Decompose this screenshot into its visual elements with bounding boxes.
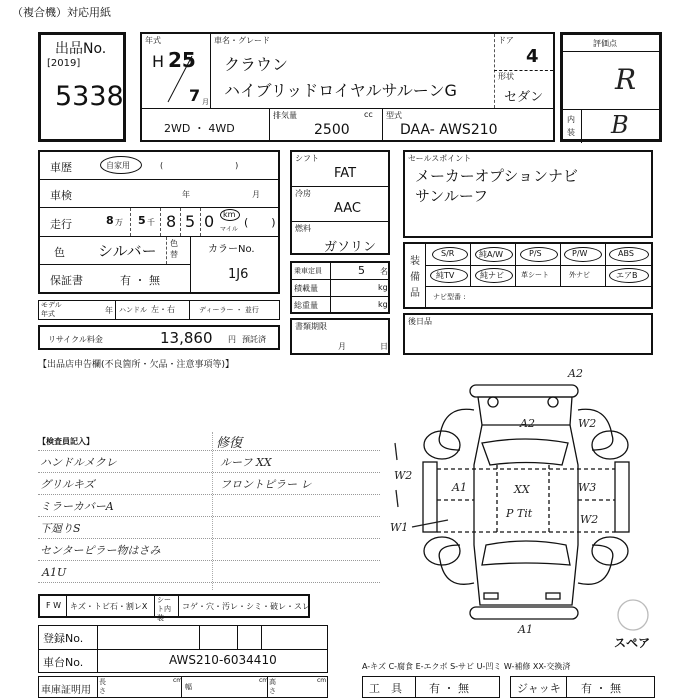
door-label: ドア (498, 36, 514, 45)
overall-grade: R (615, 63, 637, 96)
tools-label: 工 具 (369, 682, 402, 695)
door-count: 4 (526, 46, 539, 67)
handle-value: 左・右 (151, 305, 175, 314)
chassis-number: AWS210-6034410 (169, 653, 277, 667)
cc-unit: cc (364, 110, 373, 119)
lot-box (38, 32, 126, 142)
model-year-label: モデル年式 (41, 301, 62, 318)
shift-value: FAT (334, 166, 357, 181)
inspector-repair-note: ルーフ XX (220, 456, 272, 469)
docs-deadline-box (290, 318, 390, 355)
damage-mark: A2 (568, 367, 583, 380)
damage-legend: A-キズ C-腐食 E-エクボ S-サビ U-凹ミ W-補修 XX-交換済 (362, 662, 571, 671)
weight-label: 総重量 (294, 301, 318, 310)
weight-unit: kg (378, 300, 388, 309)
vehicle-box (140, 32, 555, 142)
recycle-row (38, 325, 280, 350)
equipment-item-power-windows: P/W (572, 249, 588, 258)
capacity-value: 5 (358, 264, 365, 277)
color-no-value: 1J6 (228, 267, 249, 282)
model-row (38, 300, 280, 320)
docs-day: 日 (380, 342, 388, 351)
chassis-label: 車台No. (43, 656, 84, 669)
interior-grade: B (611, 111, 629, 139)
mileage-digit-ones: 0 (204, 212, 215, 231)
sales-point-box (403, 150, 653, 238)
equipment-item-tv: 純TV (436, 271, 455, 280)
equipment-item-power-steering: P/S (529, 249, 542, 258)
fw-items: キズ・トビ石・割レX (70, 602, 148, 611)
inspector-repair-title: 修復 (216, 436, 243, 451)
inspector-note: A1U (42, 566, 67, 579)
equipment-item-airbag: エアB (616, 271, 638, 280)
length-unit: cm (173, 677, 183, 684)
equipment-item-abs: ABS (618, 249, 634, 258)
damage-mark: W2 (578, 417, 597, 430)
recycle-amount: 13,860 (160, 329, 213, 347)
mileage-label: 走行 (50, 218, 72, 231)
year-value: 25 (168, 48, 196, 72)
load-unit: kg (378, 283, 388, 292)
lot-label: 出品No. (55, 41, 107, 57)
model-year-unit: 年 (105, 306, 113, 315)
registration-label: 登録No. (43, 632, 84, 645)
damage-mark: A2 (520, 417, 535, 430)
grade-box (560, 32, 662, 142)
inspector-repair-note: フロントピラー レ (220, 478, 312, 491)
navi-model-label: ナビ型番 : (433, 293, 466, 301)
mileage-sen-unit: 千 (147, 218, 155, 227)
damage-mark: A1 (452, 481, 467, 494)
shift-label: シフト (295, 154, 319, 163)
name-label: 車名・グレード (214, 36, 270, 45)
jack-label: ジャッキ (517, 682, 561, 695)
form-caption: （複合機）対応用紙 (12, 6, 111, 19)
inspector-label: 【検査員記入】 (38, 437, 94, 446)
damage-mark: W2 (580, 513, 599, 526)
recycle-unit: 円 (228, 335, 236, 344)
km-unit: km (223, 210, 236, 219)
color-value: シルバー (98, 242, 157, 260)
later-items-label: 後日品 (408, 317, 432, 326)
month-value: 7 (189, 86, 201, 105)
month-unit: 月 (202, 98, 209, 106)
shape-value: セダン (504, 90, 544, 105)
recycle-label: リサイクル料金 (48, 335, 103, 344)
width-label: 幅 (185, 683, 192, 691)
fw-label: F W (46, 601, 62, 610)
inspector-note: センターピラー物はさみ (40, 544, 161, 557)
capacity-unit: 名 (380, 267, 388, 276)
lot-year-stamp: [2019] (47, 58, 81, 69)
car-grade: ハイブリッドロイヤルサルーンG (224, 81, 457, 100)
jack-row (510, 676, 655, 698)
equipment-box (403, 242, 653, 309)
jack-value: 有 ・ 無 (581, 682, 621, 695)
warranty-label: 保証書 (50, 274, 83, 287)
garage-certificate-row (38, 676, 328, 698)
width-unit: cm (259, 677, 269, 684)
inspection-label: 車検 (50, 189, 72, 202)
spare-label: スペア (614, 636, 651, 650)
year-label: 年式 (145, 36, 161, 45)
inspector-note: ハンドルメクレ (40, 456, 117, 469)
damage-mark: W3 (578, 481, 597, 494)
capacity-box (290, 261, 390, 314)
inspector-note: グリルキズ (40, 478, 95, 491)
spec-box (290, 150, 390, 255)
car-outline (423, 385, 648, 630)
sales-point-label: セールスポイント (408, 154, 472, 163)
seat-label: シート内装 (157, 596, 171, 622)
mileage-man-unit: 万 (115, 218, 123, 227)
damage-mark: W1 (390, 521, 409, 534)
warranty-value: 有 ・ 無 (120, 274, 160, 287)
seat-items: コゲ・穴・汚レ・シミ・破レ・スレ (182, 602, 310, 611)
car-damage-diagram (390, 365, 670, 635)
displacement-label: 排気量 (273, 111, 297, 120)
drive-type: 2WD ・ 4WD (164, 122, 235, 135)
grade-label: 評価点 (593, 39, 617, 48)
inspection-month: 月 (252, 190, 260, 199)
history-value: 自家用 (106, 161, 130, 170)
mile-unit: マイル (220, 226, 238, 233)
car-name: クラウン (224, 55, 289, 74)
damage-mark: W2 (394, 469, 413, 482)
fw-seat-row (38, 594, 310, 622)
fuel-value: ガソリン (324, 240, 377, 255)
recycle-status: 預託済 (242, 335, 266, 344)
inspector-note: 下廻りS (40, 522, 81, 535)
equipment-item-leather: 革シート (521, 271, 549, 279)
ac-label: 冷房 (295, 189, 311, 198)
tools-value: 有 ・ 無 (429, 682, 469, 695)
spare-tire-icon (618, 600, 648, 630)
ac-value: AAC (334, 201, 361, 216)
mileage-digit-tens: 5 (185, 212, 196, 231)
shape-label: 形状 (498, 72, 514, 81)
capacity-label: 乗車定員 (294, 267, 322, 275)
history-label: 車歴 (50, 161, 72, 174)
dealer-value: ディーラー ・ 並行 (199, 306, 259, 314)
history-table (38, 150, 280, 294)
model-value: DAA- AWS210 (400, 122, 498, 138)
mileage-sen: 5 (138, 214, 146, 227)
inspector-notes (38, 432, 380, 590)
damage-mark: P Tit (506, 507, 533, 520)
inspection-year: 年 (182, 190, 190, 199)
displacement-value: 2500 (314, 122, 350, 138)
era: H (152, 52, 165, 71)
inspector-note: ミラーカバーA (40, 500, 114, 513)
damage-mark: XX (514, 483, 530, 496)
mileage-digit-hundreds: 8 (166, 212, 177, 231)
docs-label: 書類期限 (295, 322, 327, 331)
height-label: 高さ (269, 678, 276, 695)
garage-label: 車庫証明用 (41, 685, 91, 696)
color-no-label: カラーNo. (208, 244, 255, 255)
length-label: 長さ (99, 678, 106, 695)
lot-number: 5338 (55, 81, 124, 112)
handle-label: ハンドル (119, 306, 147, 314)
sales-point-line: メーカーオプションナビ (415, 167, 579, 185)
docs-month: 月 (338, 342, 346, 351)
mileage-paren: ( ) (244, 216, 282, 229)
load-label: 積載量 (294, 284, 318, 293)
sales-point-line: サンルーフ (415, 187, 489, 205)
color-label: 色 (54, 246, 65, 259)
color-change-label: 色替 (170, 239, 178, 259)
registration-box (38, 625, 328, 673)
model-label: 型式 (386, 111, 402, 120)
declaration-caption: 【出品店申告欄(不良箇所・欠品・注意事項等)】 (38, 360, 235, 370)
equipment-item-alloy-wheels: 純A/W (479, 250, 504, 259)
height-unit: cm (317, 677, 327, 684)
tools-row (362, 676, 500, 698)
mileage-man: 8 (106, 214, 114, 227)
equipment-item-navi: 純ナビ (480, 271, 504, 280)
later-items-box (403, 313, 653, 355)
damage-mark: A1 (518, 623, 533, 635)
fuel-label: 燃料 (295, 224, 311, 233)
history-paren: ( ) (160, 161, 241, 170)
interior-label: 内装 (567, 115, 575, 137)
equipment-item-sunroof: S/R (441, 249, 455, 258)
equipment-label: 装備品 (410, 256, 420, 299)
equipment-item-aftermarket-navi: 外ナビ (569, 271, 590, 279)
